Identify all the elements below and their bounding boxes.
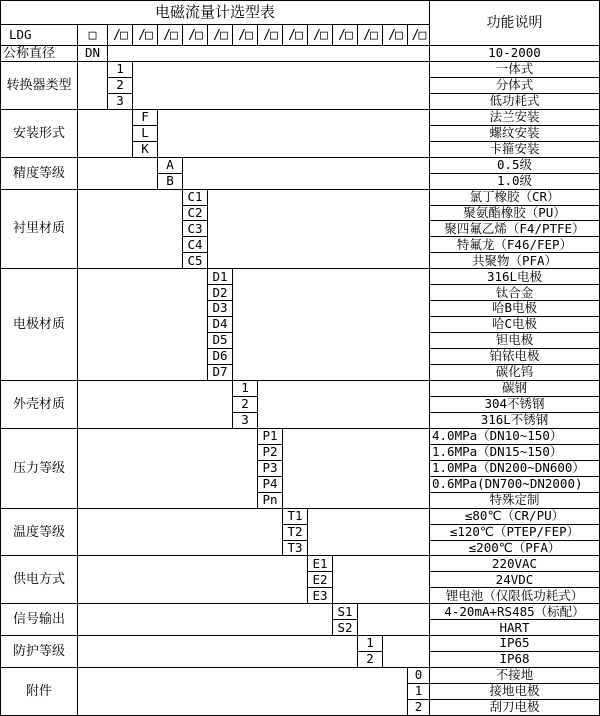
model-slot-cell: /□ <box>108 25 133 46</box>
option-description: ≤80℃（CR/PU） <box>430 509 600 525</box>
option-description: IP68 <box>430 652 600 668</box>
category-pre-space <box>78 62 108 110</box>
diameter-empty-span <box>108 46 430 62</box>
option-description: 316L不锈钢 <box>430 413 600 429</box>
option-code: D1 <box>208 269 233 285</box>
option-code: Pn <box>258 493 283 509</box>
category-post-space <box>383 636 430 668</box>
model-slot-cell: /□ <box>333 25 358 46</box>
model-slot-cell: /□ <box>208 25 233 46</box>
option-code: 2 <box>233 397 258 413</box>
option-description: 碳钢 <box>430 381 600 397</box>
option-description: 碳化钨 <box>430 365 600 381</box>
option-description: 1.6MPa（DN15~150） <box>430 445 600 461</box>
option-description: 特殊定制 <box>430 493 600 509</box>
option-code: 1 <box>108 62 133 78</box>
option-description: 钛合金 <box>430 285 600 301</box>
option-description: 分体式 <box>430 78 600 94</box>
category-label: 供电方式 <box>1 556 78 604</box>
option-description: ≤120℃（PTEP/FEP） <box>430 525 600 541</box>
category-post-space <box>158 110 430 158</box>
option-code: B <box>158 174 183 190</box>
option-code: F <box>133 110 158 126</box>
option-description: 哈C电极 <box>430 317 600 333</box>
category-label: 附件 <box>1 668 78 716</box>
option-description: 304不锈钢 <box>430 397 600 413</box>
function-description-header: 功能说明 <box>430 1 600 46</box>
option-code: P3 <box>258 461 283 477</box>
category-pre-space <box>78 269 208 381</box>
option-description: 铂铱电极 <box>430 349 600 365</box>
option-code: D7 <box>208 365 233 381</box>
option-code: T1 <box>283 509 308 525</box>
category-pre-space <box>78 158 158 190</box>
option-description: 聚氨酯橡胶（PU） <box>430 206 600 222</box>
option-description: 氯丁橡胶（CR） <box>430 190 600 206</box>
model-first-box: □ <box>78 25 108 46</box>
category-label: 压力等级 <box>1 429 78 509</box>
option-description: 不接地 <box>430 668 600 684</box>
category-pre-space <box>78 636 358 668</box>
option-description: 接地电极 <box>430 684 600 700</box>
option-code: K <box>133 142 158 158</box>
model-slot-cell: /□ <box>133 25 158 46</box>
option-code: C3 <box>183 221 208 237</box>
option-description: 低功耗式 <box>430 94 600 110</box>
option-code: L <box>133 126 158 142</box>
option-code: S1 <box>333 604 358 620</box>
category-post-space <box>283 429 430 509</box>
category-label: 信号输出 <box>1 604 78 636</box>
option-description: 卡箍安装 <box>430 142 600 158</box>
option-description: 聚四氟乙烯（F4/PTFE） <box>430 221 600 237</box>
option-description: 1.0级 <box>430 174 600 190</box>
option-code: T3 <box>283 541 308 557</box>
category-pre-space <box>78 429 258 509</box>
option-code: E1 <box>308 556 333 572</box>
option-description: 哈B电极 <box>430 301 600 317</box>
model-slot-cell: /□ <box>158 25 183 46</box>
option-code: 2 <box>108 78 133 94</box>
option-code: C4 <box>183 237 208 253</box>
category-pre-space <box>78 381 233 429</box>
model-slot-cell: /□ <box>233 25 258 46</box>
option-description: 法兰安装 <box>430 110 600 126</box>
option-code: P4 <box>258 477 283 493</box>
option-code: 1 <box>358 636 383 652</box>
category-post-space <box>333 556 430 604</box>
option-code: P1 <box>258 429 283 445</box>
option-description: IP65 <box>430 636 600 652</box>
option-description: 锂电池（仅限低功耗式） <box>430 588 600 604</box>
option-description: 316L电极 <box>430 269 600 285</box>
option-code: T2 <box>283 525 308 541</box>
model-slot-cell: /□ <box>308 25 333 46</box>
option-description: 4-20mA+RS485（标配） <box>430 604 600 620</box>
model-slot-cell: /□ <box>258 25 283 46</box>
option-code: C5 <box>183 253 208 269</box>
option-code: E3 <box>308 588 333 604</box>
category-post-space <box>358 604 430 636</box>
option-description: HART <box>430 620 600 636</box>
diameter-description: 10-2000 <box>430 46 600 62</box>
category-post-space <box>208 190 430 270</box>
model-slot-cell: /□ <box>358 25 383 46</box>
option-code: 3 <box>233 413 258 429</box>
category-label: 转换器类型 <box>1 62 78 110</box>
category-pre-space <box>78 604 333 636</box>
option-description: 1.0MPa（DN200~DN600） <box>430 461 600 477</box>
option-code: 2 <box>358 652 383 668</box>
option-description: 0.5级 <box>430 158 600 174</box>
option-code: 1 <box>233 381 258 397</box>
category-pre-space <box>78 110 133 158</box>
model-slot-cell: /□ <box>408 25 430 46</box>
option-code: D3 <box>208 301 233 317</box>
option-code: D2 <box>208 285 233 301</box>
option-code: S2 <box>333 620 358 636</box>
model-slot-cell: /□ <box>283 25 308 46</box>
option-description: 钽电极 <box>430 333 600 349</box>
category-label: 电极材质 <box>1 269 78 381</box>
diameter-code: DN <box>78 46 108 62</box>
model-slot-cell: /□ <box>183 25 208 46</box>
option-description: 24VDC <box>430 572 600 588</box>
category-label: 温度等级 <box>1 509 78 557</box>
option-code: C1 <box>183 190 208 206</box>
option-code: 1 <box>408 684 430 700</box>
option-description: 4.0MPa（DN10~150） <box>430 429 600 445</box>
option-description: 共聚物（PFA） <box>430 253 600 269</box>
option-code: E2 <box>308 572 333 588</box>
option-code: D5 <box>208 333 233 349</box>
category-label: 安装形式 <box>1 110 78 158</box>
option-description: 螺纹安装 <box>430 126 600 142</box>
category-post-space <box>258 381 430 429</box>
category-label: 外壳材质 <box>1 381 78 429</box>
category-label: 防护等级 <box>1 636 78 668</box>
option-description: 刮刀电极 <box>430 700 600 716</box>
option-description: 220VAC <box>430 556 600 572</box>
category-label: 精度等级 <box>1 158 78 190</box>
category-post-space <box>183 158 430 190</box>
option-code: P2 <box>258 445 283 461</box>
option-code: D6 <box>208 349 233 365</box>
table-title: 电磁流量计选型表 <box>1 1 430 25</box>
category-post-space <box>308 509 430 557</box>
category-pre-space <box>78 509 283 557</box>
category-label: 衬里材质 <box>1 190 78 270</box>
category-pre-space <box>78 668 408 716</box>
option-description: 特氟龙（F46/FEP） <box>430 237 600 253</box>
option-code: 3 <box>108 94 133 110</box>
option-code: 2 <box>408 700 430 716</box>
category-post-space <box>233 269 430 381</box>
option-code: D4 <box>208 317 233 333</box>
model-prefix: LDG <box>1 25 78 46</box>
category-pre-space <box>78 190 183 270</box>
option-code: C2 <box>183 206 208 222</box>
option-description: 一体式 <box>430 62 600 78</box>
option-description: 0.6MPa(DN700~DN2000) <box>430 477 600 493</box>
option-description: ≤200℃（PFA） <box>430 541 600 557</box>
option-code: 0 <box>408 668 430 684</box>
model-slot-cell: /□ <box>383 25 408 46</box>
category-post-space <box>133 62 430 110</box>
category-pre-space <box>78 556 308 604</box>
option-code: A <box>158 158 183 174</box>
diameter-label: 公称直径 <box>1 46 78 62</box>
